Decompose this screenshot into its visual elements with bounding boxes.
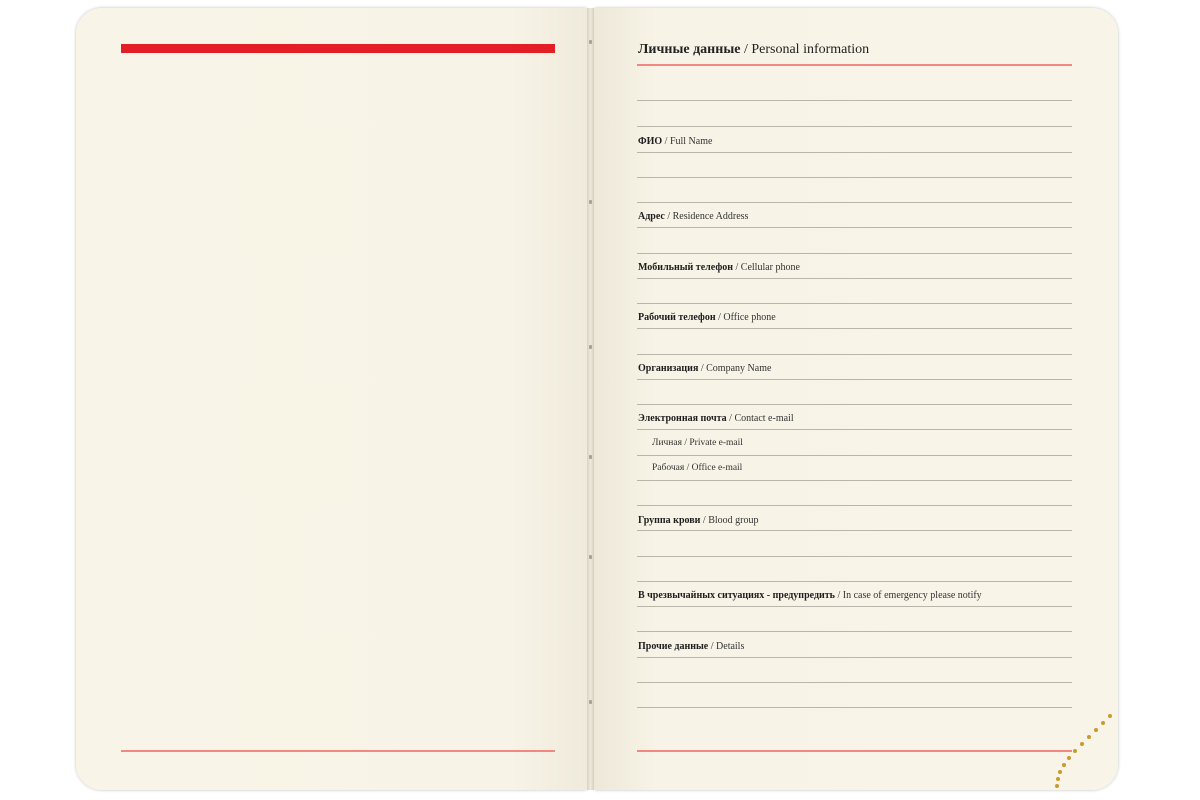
- left-page-red-bar: [121, 44, 555, 53]
- field-label-ru: Организация: [638, 363, 699, 374]
- field-label-ru: Мобильный телефон: [638, 262, 733, 273]
- ruled-line: [637, 631, 1072, 632]
- ruled-line: [637, 177, 1072, 178]
- ruled-line: [637, 682, 1072, 683]
- field-full-name: ФИО / Full Name: [638, 136, 713, 147]
- field-label-en: Company Name: [706, 363, 772, 374]
- ruled-line: [637, 303, 1072, 304]
- ruled-line: [637, 581, 1072, 582]
- page-title: [638, 42, 869, 58]
- ruled-line: [637, 126, 1072, 127]
- corner-dot-pattern: [1040, 710, 1120, 800]
- subfield-office-email: Рабочая / Office e-mail: [652, 463, 743, 473]
- field-office-phone: Рабочий телефон / Office phone: [638, 312, 776, 323]
- ruled-line: [637, 455, 1072, 456]
- page-title-separator: /: [740, 42, 752, 57]
- field-label-ru: Электронная почта: [638, 413, 727, 424]
- field-label-ru: Прочие данные: [638, 641, 709, 652]
- subfield-private-email: Личная / Private e-mail: [652, 438, 743, 448]
- ruled-line: [637, 227, 1072, 228]
- ruled-line: [637, 278, 1072, 279]
- ruled-line: [637, 379, 1072, 380]
- field-label-en: Full Name: [669, 136, 713, 147]
- ruled-line: [637, 253, 1072, 254]
- subfield-label-en: Office e-mail: [691, 463, 743, 473]
- field-details: Прочие данные / Details: [638, 641, 745, 652]
- ruled-line: [637, 429, 1072, 430]
- ruled-line: [637, 100, 1072, 101]
- field-label-en: Details: [716, 641, 745, 652]
- binding-stitch: [589, 700, 592, 704]
- binding-stitch: [589, 40, 592, 44]
- field-label-en: In case of emergency please notify: [842, 590, 982, 601]
- left-page: [76, 8, 588, 790]
- binding-stitch: [589, 200, 592, 204]
- page-title-ru: Личные данные: [638, 42, 741, 57]
- ruled-line: [637, 657, 1072, 658]
- left-page-bottom-rule: [121, 750, 555, 752]
- title-underline: [637, 64, 1072, 66]
- field-label-en: Residence Address: [672, 211, 749, 222]
- binding-stitch: [589, 345, 592, 349]
- subfield-label-en: Private e-mail: [689, 438, 743, 448]
- field-company-name: Организация / Company Name: [638, 363, 772, 374]
- field-label-ru: В чрезвычайных ситуациях - предупредить: [638, 590, 835, 601]
- ruled-line: [637, 707, 1072, 708]
- notebook-spine: [587, 8, 594, 790]
- ruled-line: [637, 530, 1072, 531]
- ruled-line: [637, 505, 1072, 506]
- field-residence-address: Адрес / Residence Address: [638, 211, 749, 222]
- ruled-line: [637, 606, 1072, 607]
- ruled-line: [637, 404, 1072, 405]
- right-page-bottom-rule: [637, 750, 1072, 752]
- field-label-ru: Рабочий телефон: [638, 312, 716, 323]
- ruled-line: [637, 328, 1072, 329]
- subfield-label-ru: Рабочая: [652, 463, 685, 473]
- subfield-label-ru: Личная: [652, 438, 682, 448]
- field-blood-group: Группа крови / Blood group: [638, 515, 759, 526]
- field-cellular-phone: Мобильный телефон / Cellular phone: [638, 262, 800, 273]
- binding-stitch: [589, 555, 592, 559]
- field-label-ru: Группа крови: [638, 515, 701, 526]
- field-label-ru: Адрес: [638, 211, 665, 222]
- field-label-en: Contact e-mail: [734, 413, 794, 424]
- field-contact-email: Электронная почта / Contact e-mail: [638, 413, 794, 424]
- ruled-line: [637, 556, 1072, 557]
- ruled-line: [637, 202, 1072, 203]
- field-label-ru: ФИО: [638, 136, 663, 147]
- ruled-line: [637, 152, 1072, 153]
- ruled-line: [637, 354, 1072, 355]
- field-label-en: Office phone: [723, 312, 776, 323]
- field-label-en: Blood group: [708, 515, 759, 526]
- ruled-line: [637, 480, 1072, 481]
- field-label-en: Cellular phone: [740, 262, 800, 273]
- binding-stitch: [589, 455, 592, 459]
- page-title-en: Personal information: [751, 42, 870, 57]
- field-emergency-contact: В чрезвычайных ситуациях - предупредить / In case of emergency please notify: [638, 590, 982, 601]
